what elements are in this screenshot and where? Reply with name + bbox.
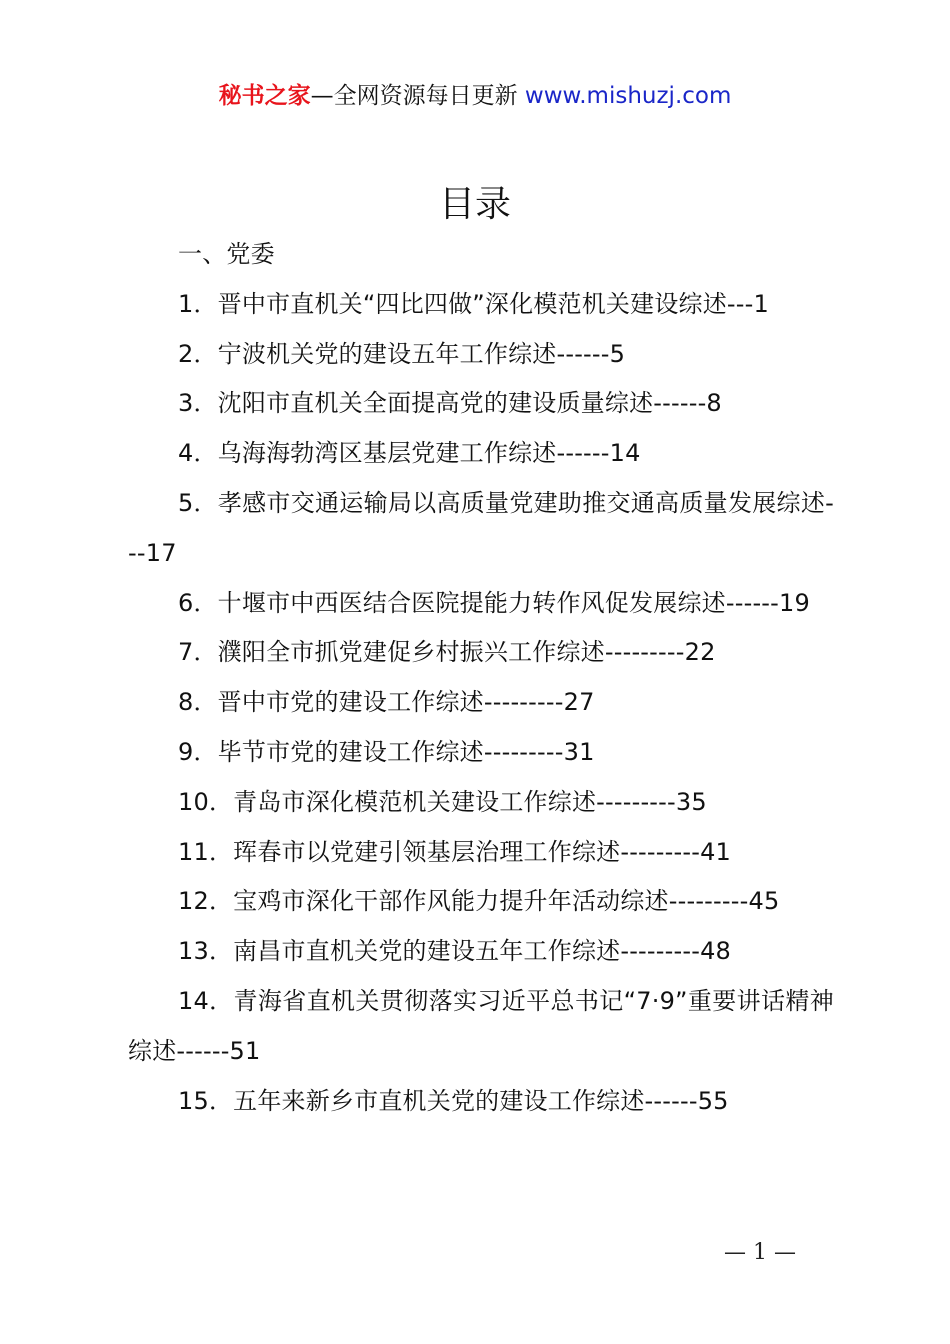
toc-entry[interactable]: 5．孝感市交通运输局以高质量党建助推交通高质量发展综述---17: [128, 488, 834, 567]
toc-entry[interactable]: 2．宁波机关党的建设五年工作综述------5: [178, 339, 626, 368]
banner-tagline: —全网资源每日更新: [310, 83, 518, 109]
toc-entry[interactable]: 13．南昌市直机关党的建设五年工作综述---------48: [178, 937, 732, 966]
toc-entry[interactable]: 7．濮阳全市抓党建促乡村振兴工作综述---------22: [178, 638, 716, 667]
page-title: 目录: [438, 184, 511, 225]
toc-entry[interactable]: 4．乌海海勃湾区基层党建工作综述------14: [178, 439, 641, 468]
toc-entry[interactable]: 10．青岛市深化模范机关建设工作综述---------35: [178, 787, 707, 816]
toc-section-heading: 一、党委: [178, 240, 275, 268]
toc-entry[interactable]: 12．宝鸡市深化干部作风能力提升年活动综述---------45: [178, 887, 780, 916]
site-url-link[interactable]: www.mishuzj.com: [517, 83, 732, 109]
page-number: — 1 —: [724, 1240, 796, 1265]
toc-entry[interactable]: 6．十堰市中西医结合医院提能力转作风促发展综述------19: [178, 588, 810, 617]
table-of-contents: [128, 230, 834, 1126]
brand-name: 秘书之家: [218, 83, 311, 109]
site-banner: [0, 80, 950, 112]
toc-entry[interactable]: 1．晋中市直机关“四比四做”深化模范机关建设综述---1: [178, 289, 769, 318]
toc-entry[interactable]: 14．青海省直机关贯彻落实习近平总书记“7·9”重要讲话精神综述------51: [128, 986, 834, 1065]
toc-entry[interactable]: 9．毕节市党的建设工作综述---------31: [178, 737, 595, 766]
toc-entry[interactable]: 3．沈阳市直机关全面提高党的建设质量综述------8: [178, 389, 722, 418]
toc-entry[interactable]: 8．晋中市党的建设工作综述---------27: [178, 688, 595, 717]
toc-entry[interactable]: 15．五年来新乡市直机关党的建设工作综述------55: [178, 1086, 729, 1115]
toc-entry[interactable]: 11．珲春市以党建引领基层治理工作综述---------41: [178, 837, 732, 866]
